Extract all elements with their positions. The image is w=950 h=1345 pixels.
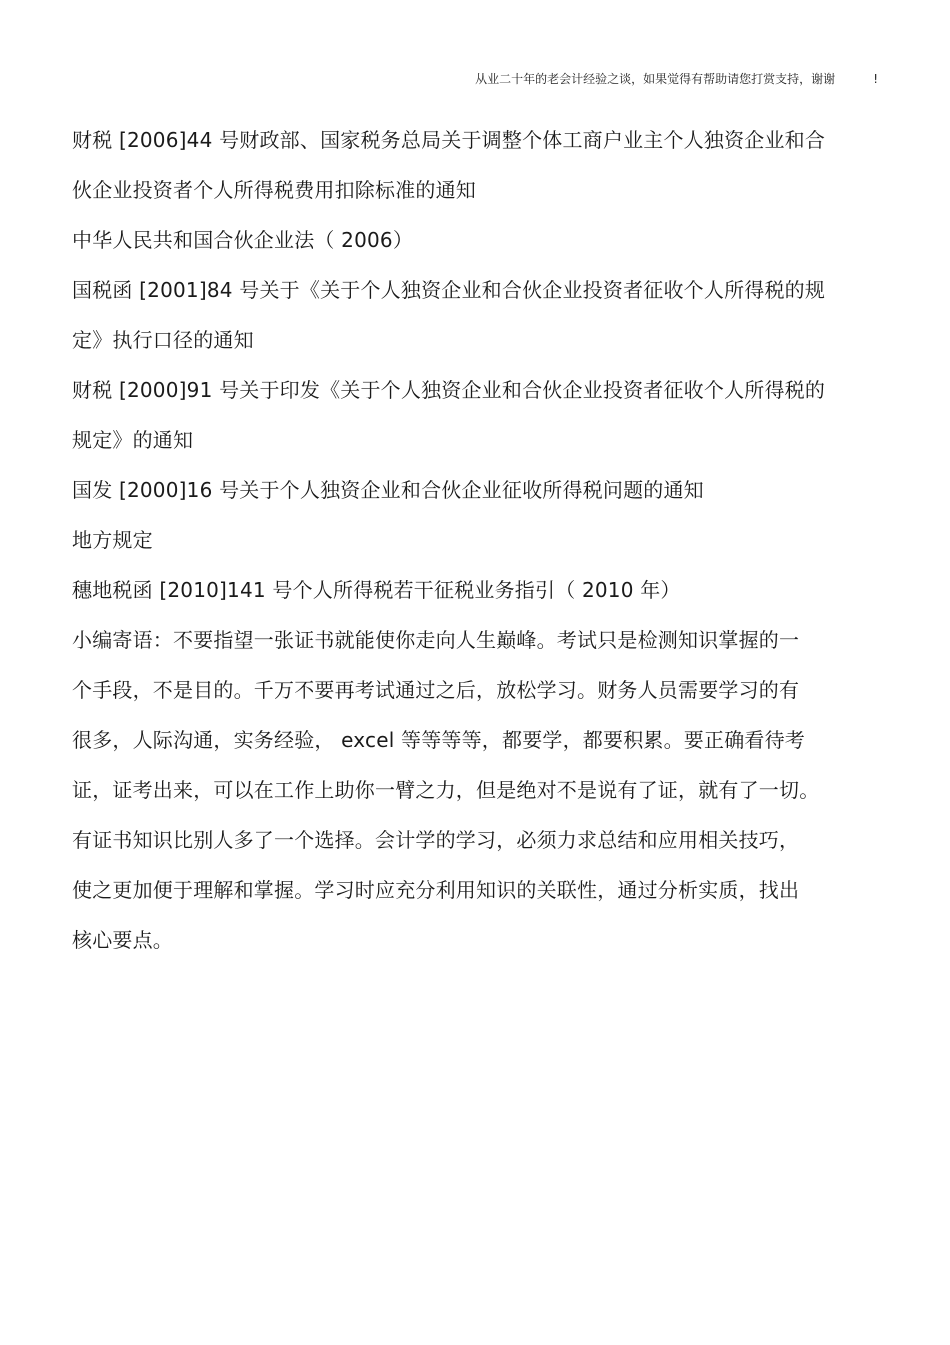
header-note (475, 70, 878, 87)
header-exclamation: ! (873, 72, 878, 86)
document-body (72, 120, 862, 970)
text-line: 使之更加便于理解和掌握。学习时应充分利用知识的关联性，通过分析实质，找出 (72, 878, 800, 902)
text-line: 小编寄语：不要指望一张证书就能使你走向人生巅峰。考试只是检测知识掌握的一 (72, 628, 800, 652)
text-line: 穗地税函 [2010]141 号个人所得税若干征税业务指引（ 2010 年） (72, 578, 681, 602)
text-line: 规定》的通知 (72, 428, 194, 452)
text-line: 个手段，不是目的。千万不要再考试通过之后，放松学习。财务人员需要学习的有 (72, 678, 800, 702)
text-line: 国发 [2000]16 号关于个人独资企业和合伙企业征收所得税问题的通知 (72, 478, 704, 502)
text-line: 伙企业投资者个人所得税费用扣除标准的通知 (72, 178, 476, 202)
header-note-text: 从业二十年的老会计经验之谈，如果觉得有帮助请您打赏支持，谢谢 (475, 72, 836, 86)
text-line: 国税函 [2001]84 号关于《关于个人独资企业和合伙企业投资者征收个人所得税的规 (72, 278, 826, 302)
text-line: 很多，人际沟通，实务经验， excel 等等等等，都要学，都要积累。要正确看待考 (72, 728, 806, 752)
text-line: 财税 [2000]91 号关于印发《关于个人独资企业和合伙企业投资者征收个人所得税的 (72, 378, 826, 402)
text-line: 中华人民共和国合伙企业法（ 2006） (72, 228, 414, 252)
text-line: 核心要点。 (72, 928, 173, 952)
text-line: 有证书知识比别人多了一个选择。会计学的学习，必须力求总结和应用相关技巧， (72, 828, 800, 852)
text-line: 财税 [2006]44 号财政部、国家税务总局关于调整个体工商户业主个人独资企业和合 (72, 128, 826, 152)
text-line: 定》执行口径的通知 (72, 328, 254, 352)
section-heading: 地方规定 (72, 528, 153, 552)
text-line: 证，证考出来，可以在工作上助你一臂之力，但是绝对不是说有了证，就有了一切。 (72, 778, 820, 802)
